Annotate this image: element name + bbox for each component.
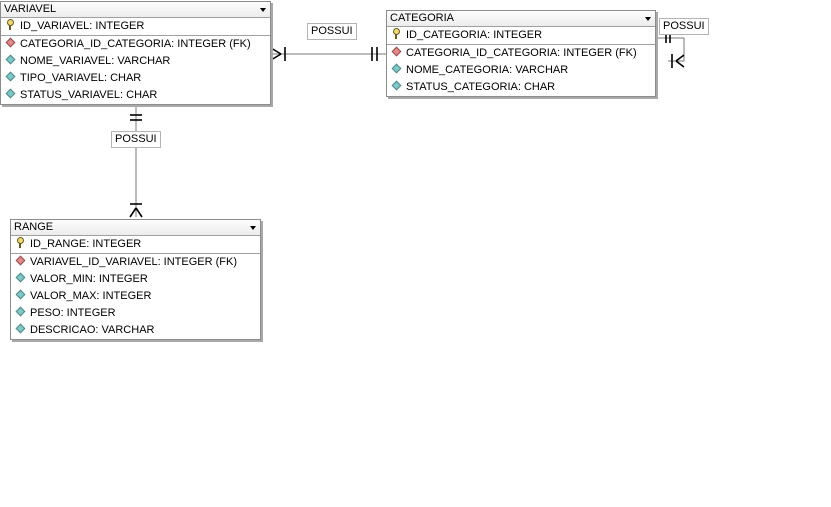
column-row[interactable] — [1, 53, 270, 70]
primary-key-icon — [15, 237, 26, 248]
column-text: NOME_VARIAVEL: VARCHAR — [20, 55, 171, 67]
column-icon — [5, 54, 16, 65]
entity-header[interactable] — [1, 2, 270, 18]
column-text: VALOR_MAX: INTEGER — [30, 290, 152, 302]
column-row[interactable] — [1, 87, 270, 104]
column-text: DESCRICAO: VARCHAR — [30, 324, 155, 336]
entity-title: CATEGORIA — [390, 12, 454, 24]
primary-key-row[interactable] — [11, 236, 260, 254]
column-icon — [15, 323, 26, 334]
entity-categoria[interactable] — [386, 10, 656, 97]
column-row[interactable] — [1, 36, 270, 53]
column-row[interactable] — [11, 271, 260, 288]
foreign-key-icon — [391, 46, 402, 57]
entity-range[interactable] — [10, 219, 261, 340]
column-icon — [391, 63, 402, 74]
foreign-key-icon — [15, 255, 26, 266]
column-text: STATUS_CATEGORIA: CHAR — [406, 81, 556, 93]
column-row[interactable] — [11, 254, 260, 271]
column-icon — [15, 272, 26, 283]
relationship-label-categoria-self[interactable]: POSSUI — [659, 18, 709, 35]
primary-key-row[interactable] — [1, 18, 270, 36]
relationship-label-variavel-range[interactable]: POSSUI — [111, 131, 161, 148]
column-text: NOME_CATEGORIA: VARCHAR — [406, 64, 569, 76]
primary-key-row[interactable] — [387, 27, 655, 45]
column-row[interactable] — [387, 62, 655, 79]
dropdown-arrow-icon[interactable] — [645, 17, 651, 21]
entity-variavel[interactable] — [0, 1, 271, 105]
column-icon — [15, 289, 26, 300]
column-icon — [5, 71, 16, 82]
column-row[interactable] — [1, 70, 270, 87]
entity-header[interactable] — [11, 220, 260, 236]
column-text: STATUS_VARIAVEL: CHAR — [20, 89, 158, 101]
column-text: ID_CATEGORIA: INTEGER — [406, 29, 543, 41]
column-icon — [5, 88, 16, 99]
column-row[interactable] — [11, 322, 260, 339]
entity-title: RANGE — [14, 221, 54, 233]
column-icon — [391, 80, 402, 91]
column-text: VALOR_MIN: INTEGER — [30, 273, 148, 285]
column-row[interactable] — [11, 305, 260, 322]
column-text: CATEGORIA_ID_CATEGORIA: INTEGER (FK) — [406, 47, 637, 59]
column-text: CATEGORIA_ID_CATEGORIA: INTEGER (FK) — [20, 38, 251, 50]
entity-header[interactable] — [387, 11, 655, 27]
foreign-key-icon — [5, 37, 16, 48]
column-text: TIPO_VARIAVEL: CHAR — [20, 72, 142, 84]
column-text: PESO: INTEGER — [30, 307, 116, 319]
entity-title: VARIAVEL — [4, 3, 57, 15]
column-text: VARIAVEL_ID_VARIAVEL: INTEGER (FK) — [30, 256, 238, 268]
relationship-label-variavel-categoria[interactable]: POSSUI — [307, 23, 357, 40]
column-icon — [15, 306, 26, 317]
dropdown-arrow-icon[interactable] — [250, 226, 256, 230]
column-row[interactable] — [387, 79, 655, 96]
column-row[interactable] — [387, 45, 655, 62]
primary-key-icon — [5, 19, 16, 30]
column-text: ID_VARIAVEL: INTEGER — [20, 20, 145, 32]
column-row[interactable] — [11, 288, 260, 305]
column-text: ID_RANGE: INTEGER — [30, 238, 142, 250]
primary-key-icon — [391, 28, 402, 39]
dropdown-arrow-icon[interactable] — [260, 8, 266, 12]
